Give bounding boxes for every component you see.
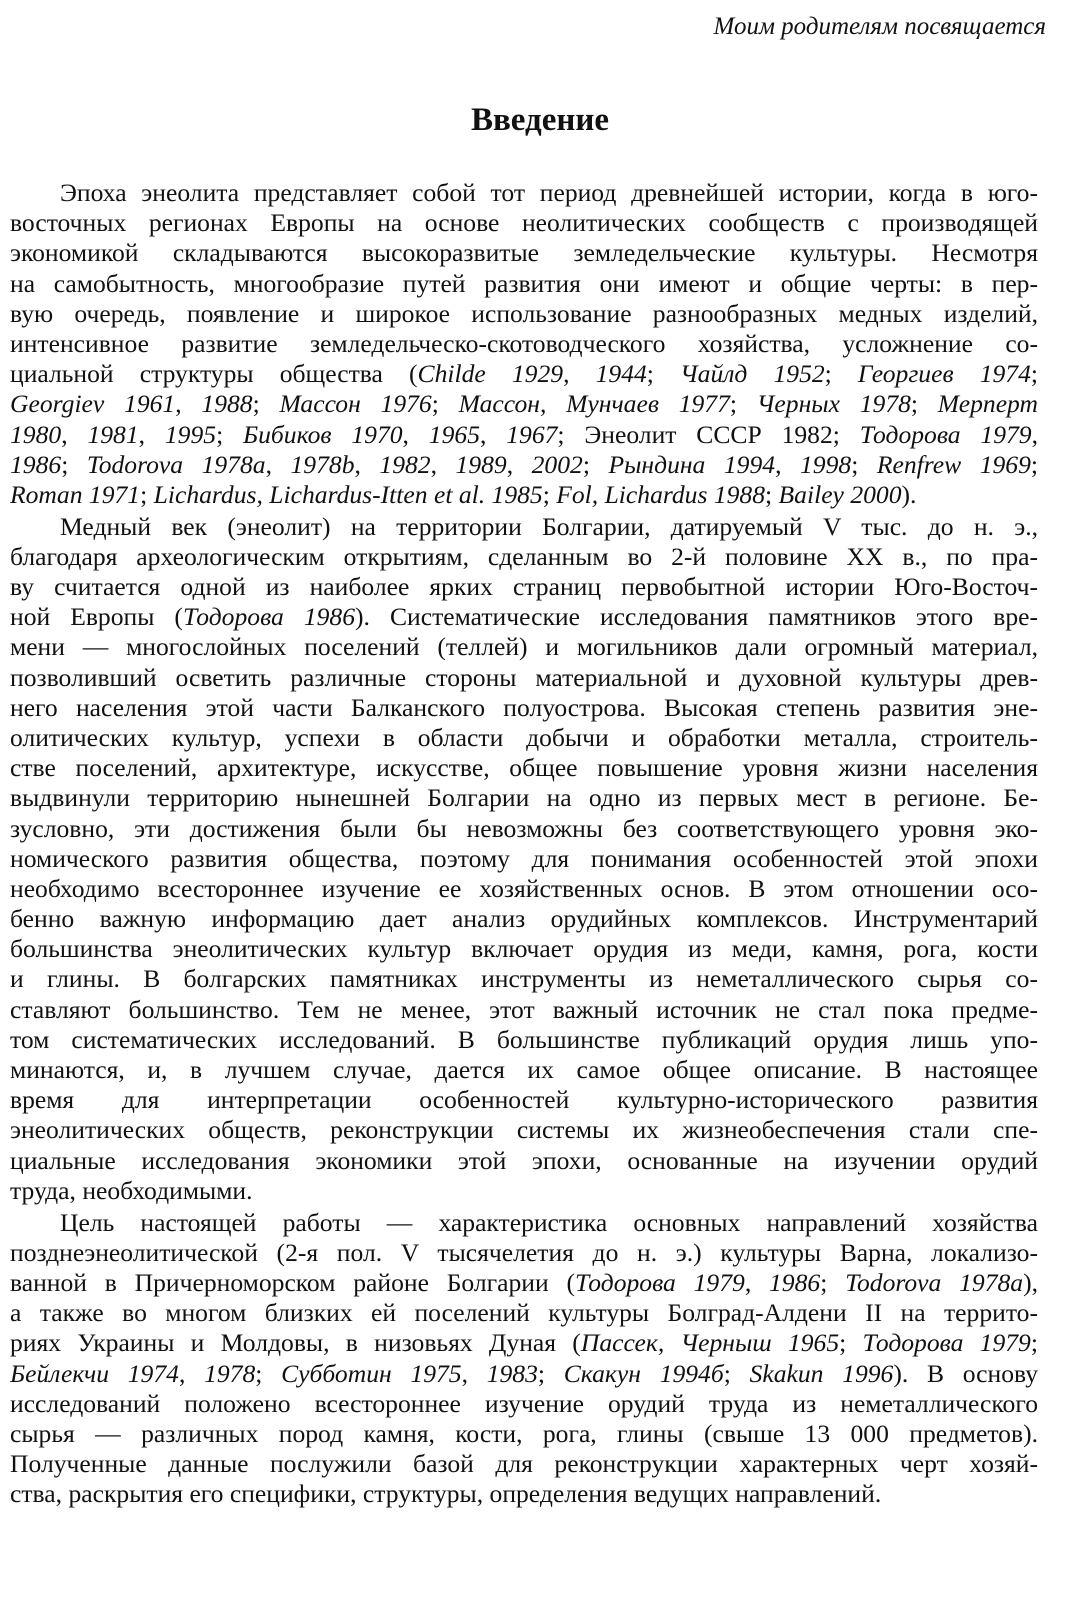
text-line: большинства энеолитических культур включает орудия из меди, камня, рога, кости — [10, 934, 1038, 964]
text-line: необходимо всестороннее изучение ее хозяйственных основ. В этом отношении осо- — [10, 873, 1038, 903]
text-line: Эпоха энеолита представляет собой тот период древнейшей истории, когда в юго- — [60, 178, 1038, 207]
text-line: ву считается одной из наиболее ярких страниц первобытной истории Юго-Восточ- — [10, 572, 1038, 602]
text-line: позволивший осветить различные стороны материальной и духовной культуры древ- — [10, 662, 1038, 692]
text-line: исследований положено всестороннее изучение орудий труда из неметаллического — [10, 1388, 1038, 1418]
text-line: вую очередь, появление и широкое использование разнообразных медных изделий, — [10, 298, 1038, 328]
text-line: ванной в Причерноморском районе Болгарии (Тодорова 1979, 1986; Todorova 1978a), — [10, 1267, 1038, 1297]
text-line: Бейлекчи 1974, 1978; Субботин 1975, 1983; Скакун 1994б; Skakun 1996). В основу — [10, 1358, 1038, 1388]
text-line: циальной структуры общества (Childe 1929, 1944; Чайлд 1952; Георгиев 1974; — [10, 359, 1038, 389]
text-line: 1980, 1981, 1995; Бибиков 1970, 1965, 1967; Энеолит СССР 1982; Тодорова 1979, — [10, 419, 1038, 449]
text-line: риях Украины и Молдовы, в низовьях Дуная (Пассек, Черныш 1965; Тодорова 1979; — [10, 1328, 1038, 1358]
paragraph — [10, 178, 1038, 510]
text-line: номического развития общества, поэтому для понимания особенностей этой эпохи — [10, 843, 1038, 873]
text-line: зусловно, эти достижения были бы невозможны без соответствующего уровня эко- — [10, 813, 1038, 843]
text-line: него населения этой части Балканского полуострова. Высокая степень развития эне- — [10, 692, 1038, 722]
text-line: Полученные данные послужили базой для реконструкции характерных черт хозяй- — [10, 1449, 1038, 1479]
text-line: ства, раскрытия его специфики, структуры, определения ведущих направлений. — [10, 1479, 882, 1509]
text-line: циальные исследования экономики этой эпохи, основанные на изучении орудий — [10, 1145, 1038, 1175]
paragraph — [10, 512, 1038, 1206]
text-line: олитических культур, успехи в области добычи и обработки металла, строитель- — [10, 722, 1038, 752]
text-line: труда, необходимыми. — [10, 1175, 253, 1205]
page-title: Введение — [470, 102, 610, 138]
text-line: ной Европы (Тодорова 1986). Систематические исследования памятников этого вре- — [10, 602, 1038, 632]
text-line: позднеэнеолитической (2-я пол. V тысячелетия до н. э.) культуры Варна, локализо- — [10, 1237, 1038, 1267]
text-line: бенно важную информацию дает анализ орудийных комплексов. Инструментарий — [10, 904, 1038, 934]
text-line: на самобытность, многообразие путей развития они имеют и общие черты: в пер- — [10, 268, 1038, 298]
text-line: стве поселений, архитектуре, искусстве, общее повышение уровня жизни населения — [10, 753, 1038, 783]
text-line: экономикой складываются высокоразвитые земледельческие культуры. Несмотря — [10, 238, 1038, 268]
text-line: Цель настоящей работы — характеристика основных направлений хозяйства — [60, 1207, 1038, 1237]
text-line: том систематических исследований. В большинстве публикаций орудия лишь упо- — [10, 1024, 1038, 1054]
text-line: 1986; Todorova 1978a, 1978b, 1982, 1989, 2002; Рындина 1994, 1998; Renfrew 1969; — [10, 449, 1038, 479]
text-line: ставляют большинство. Тем не менее, этот важный источник не стал пока предме- — [10, 994, 1038, 1024]
text-line: Georgiev 1961, 1988; Массон 1976; Массон, Мунчаев 1977; Черных 1978; Мерперт — [10, 389, 1038, 419]
text-line: интенсивное развитие земледельческо-скотоводческого хозяйства, усложнение со- — [10, 328, 1038, 358]
text-line: выдвинули территорию нынешней Болгарии на одно из первых мест в регионе. Бе- — [10, 783, 1038, 813]
text-line: благодаря археологическим открытиям, сделанным во 2-й половине XX в., по пра- — [10, 541, 1038, 571]
text-line: и глины. В болгарских памятниках инструменты из неметаллического сырья со- — [10, 964, 1038, 994]
text-line: энеолитических обществ, реконструкции системы их жизнеобеспечения стали спе- — [10, 1115, 1038, 1145]
text-line: время для интерпретации особенностей культурно-исторического развития — [10, 1085, 1038, 1115]
text-line: а также во многом близких ей поселений культуры Болград-Алдени II на террито- — [10, 1298, 1038, 1328]
text-line: мени — многослойных поселений (теллей) и могильников дали огромный материал, — [10, 632, 1038, 662]
text-line: Медный век (энеолит) на территории Болгарии, датируемый V тыс. до н. э., — [60, 511, 1038, 541]
text-line: восточных регионах Европы на основе неолитических сообществ с производящей — [10, 208, 1038, 238]
dedication: Моим родителям посвящается — [713, 13, 1046, 40]
paragraph — [10, 1208, 1038, 1510]
text-line: сырья — различных пород камня, кости, рога, глины (свыше 13 000 предметов). — [10, 1418, 1038, 1448]
text-line: минаются, и, в лучшем случае, дается их самое общее описание. В настоящее — [10, 1055, 1038, 1085]
text-line: Roman 1971; Lichardus, Lichardus-Itten et al. 1985; Fol, Lichardus 1988; Bailey 2000). — [10, 479, 917, 509]
body-text — [10, 178, 1038, 1509]
